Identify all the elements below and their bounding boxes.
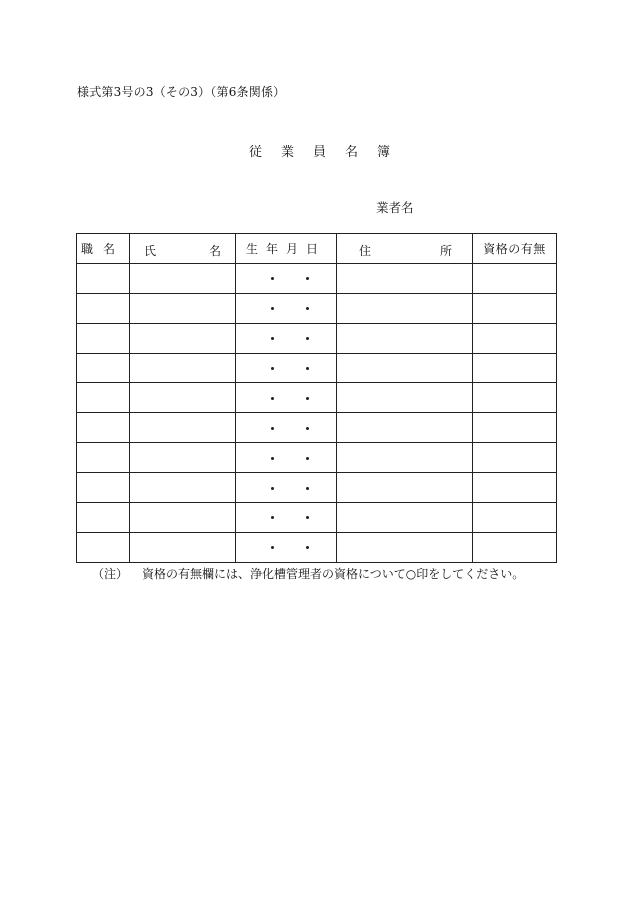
cell-name[interactable] <box>130 323 236 353</box>
cell-birthdate[interactable] <box>236 503 337 533</box>
footnote <box>92 565 524 582</box>
cell-address[interactable] <box>337 353 473 383</box>
table-row <box>77 413 557 443</box>
table-header-row <box>77 234 557 264</box>
date-separator-dot <box>271 397 274 400</box>
header-address-right: 所 <box>439 244 452 258</box>
header-name <box>130 234 236 264</box>
header-name-right: 名 <box>208 244 221 258</box>
cell-job-title[interactable] <box>77 532 130 562</box>
table-row <box>77 293 557 323</box>
table-row <box>77 353 557 383</box>
cell-name[interactable] <box>130 353 236 383</box>
cell-qualification[interactable] <box>473 323 557 353</box>
table-row <box>77 532 557 562</box>
cell-birthdate[interactable] <box>236 473 337 503</box>
table-row <box>77 383 557 413</box>
footnote-mark: （注） <box>92 567 129 581</box>
cell-address[interactable] <box>337 293 473 323</box>
date-separator-dot <box>306 277 309 280</box>
cell-name[interactable] <box>130 532 236 562</box>
table-row <box>77 323 557 353</box>
cell-job-title[interactable] <box>77 443 130 473</box>
table-row <box>77 503 557 533</box>
cell-birthdate[interactable] <box>236 532 337 562</box>
footnote-text: 資格の有無欄には、浄化槽管理者の資格について○印をしてください。 <box>142 567 525 581</box>
cell-address[interactable] <box>337 263 473 293</box>
cell-qualification[interactable] <box>473 383 557 413</box>
date-separator-dot <box>271 427 274 430</box>
cell-address[interactable] <box>337 383 473 413</box>
date-separator-dot <box>271 546 274 549</box>
cell-birthdate[interactable] <box>236 413 337 443</box>
cell-job-title[interactable] <box>77 293 130 323</box>
date-separator-dot <box>306 546 309 549</box>
date-separator-dot <box>306 427 309 430</box>
employee-roster-table <box>76 233 557 563</box>
table-row <box>77 443 557 473</box>
header-qualification: 資格の有無 <box>473 234 557 264</box>
header-job-title: 職名 <box>77 234 130 264</box>
date-separator-dot <box>306 487 309 490</box>
cell-birthdate[interactable] <box>236 323 337 353</box>
header-address-left: 住 <box>359 244 372 258</box>
cell-qualification[interactable] <box>473 503 557 533</box>
cell-birthdate[interactable] <box>236 353 337 383</box>
cell-address[interactable] <box>337 413 473 443</box>
company-name-label: 業者名 <box>376 200 414 215</box>
cell-address[interactable] <box>337 503 473 533</box>
cell-job-title[interactable] <box>77 323 130 353</box>
cell-address[interactable] <box>337 473 473 503</box>
date-separator-dot <box>306 337 309 340</box>
document-title: 従業員名簿 <box>249 145 410 160</box>
table-row <box>77 263 557 293</box>
cell-qualification[interactable] <box>473 473 557 503</box>
date-separator-dot <box>271 516 274 519</box>
cell-address[interactable] <box>337 443 473 473</box>
cell-qualification[interactable] <box>473 532 557 562</box>
cell-name[interactable] <box>130 293 236 323</box>
date-separator-dot <box>271 337 274 340</box>
date-separator-dot <box>271 307 274 310</box>
date-separator-dot <box>306 457 309 460</box>
form-number: 様式第3号の3（その3）（第6条関係） <box>77 85 286 99</box>
cell-birthdate[interactable] <box>236 293 337 323</box>
cell-qualification[interactable] <box>473 413 557 443</box>
cell-name[interactable] <box>130 503 236 533</box>
cell-job-title[interactable] <box>77 353 130 383</box>
date-separator-dot <box>306 307 309 310</box>
cell-name[interactable] <box>130 263 236 293</box>
cell-name[interactable] <box>130 443 236 473</box>
cell-job-title[interactable] <box>77 503 130 533</box>
header-birthdate: 生年月日 <box>236 234 337 264</box>
date-separator-dot <box>271 457 274 460</box>
cell-qualification[interactable] <box>473 293 557 323</box>
cell-job-title[interactable] <box>77 413 130 443</box>
date-separator-dot <box>306 516 309 519</box>
date-separator-dot <box>271 367 274 370</box>
cell-job-title[interactable] <box>77 263 130 293</box>
cell-name[interactable] <box>130 473 236 503</box>
date-separator-dot <box>271 487 274 490</box>
cell-job-title[interactable] <box>77 383 130 413</box>
date-separator-dot <box>306 367 309 370</box>
cell-address[interactable] <box>337 323 473 353</box>
cell-qualification[interactable] <box>473 443 557 473</box>
cell-name[interactable] <box>130 413 236 443</box>
date-separator-dot <box>306 397 309 400</box>
cell-name[interactable] <box>130 383 236 413</box>
header-name-left: 氏 <box>144 244 157 258</box>
cell-birthdate[interactable] <box>236 443 337 473</box>
cell-address[interactable] <box>337 532 473 562</box>
cell-qualification[interactable] <box>473 263 557 293</box>
header-address <box>337 234 473 264</box>
cell-birthdate[interactable] <box>236 383 337 413</box>
cell-qualification[interactable] <box>473 353 557 383</box>
cell-job-title[interactable] <box>77 473 130 503</box>
cell-birthdate[interactable] <box>236 263 337 293</box>
table-row <box>77 473 557 503</box>
date-separator-dot <box>271 277 274 280</box>
